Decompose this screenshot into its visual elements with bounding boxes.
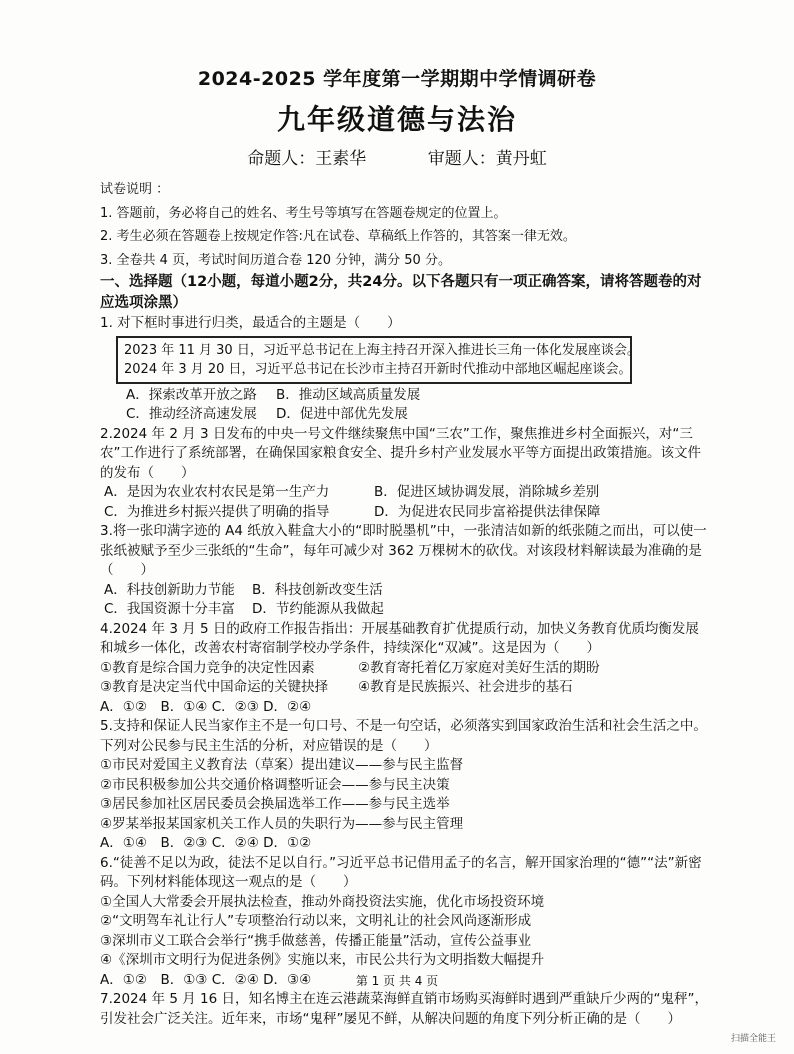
question-6-item: ①全国人大常委会开展执法检查，推动外商投资法实施，优化市场投资环境 (100, 893, 545, 910)
item-2: ②教育寄托着亿万家庭对美好生活的期盼 (358, 659, 600, 676)
page-footer: 第 1 页 共 4 页 (355, 974, 439, 988)
option-c: C．为推进乡村振兴提供了明确的指导 (104, 503, 330, 520)
instruction-item: 1. 答题前，务必将自己的姓名、考生号等填写在答题卷规定的位置上。 (100, 205, 507, 221)
option-d: D．为促进农民同步富裕提供法律保障 (374, 503, 601, 520)
option-c: C．我国资源十分丰富 (104, 601, 235, 617)
exam-content (100, 180, 710, 1029)
question-6-item: ②“文明驾车礼让行人”专项整治行动以来，文明礼让的社会风尚逐渐形成 (100, 913, 532, 929)
scanner-watermark: 扫描全能王 (730, 1034, 776, 1044)
question-5-item: ④罗某举报某国家机关工作人员的失职行为——参与民主管理 (100, 815, 464, 832)
question-2-options-row (100, 483, 710, 503)
question-4-items-row (100, 678, 710, 698)
option-b: B．科技创新改变生活 (252, 581, 383, 598)
question-7-stem: 7.2024 年 5 月 16 日，知名博主在连云港蔬菜海鲜直销市场购买海鲜时遇到严重缺斤少两的“鬼秤”，引发社会广泛关注。近年来，市场“鬼秤”屡见不鲜，从解决问题的角度下列分析正确的是（ ） (100, 991, 708, 1027)
question-1-options-row (100, 405, 710, 425)
instructions-heading: 试卷说明 ： (100, 182, 170, 197)
subject-title: 九年级道德与法治 (276, 103, 517, 136)
option-a: A．探索改革开放之路 (126, 386, 257, 403)
option-a: A．科技创新助力节能 (104, 581, 235, 598)
question-1-stem: 1. 对下框时事进行归类，最适合的主题是（ ） (100, 315, 401, 331)
item-4: ④教育是民族振兴、社会进步的基石 (358, 679, 573, 695)
question-1-box (116, 336, 640, 384)
question-3-options-row (100, 600, 710, 620)
question-3-options-row (100, 581, 710, 601)
question-5-item: ①市民对爱国主义教育法（草案）提出建议——参与民主监督 (100, 757, 464, 773)
option-c: C．推动经济高速发展 (126, 406, 257, 422)
question-2-stem: 2.2024 年 2 月 3 日发布的中央一号文件继续聚焦中国“三农”工作，聚焦推进乡村全面振兴，对“三农”工作进行了系统部署，在确保国家粮食安全、提升乡村产业发展水平等方面提出政策措施。该文件的发布（ ） (100, 425, 701, 481)
option-b: B．促进区域协调发展，消除城乡差别 (374, 484, 600, 500)
author: 命题人：王素华 (247, 149, 367, 169)
question-4-items-row (100, 659, 710, 679)
question-2-options-row (100, 503, 710, 523)
option-b: B．推动区域高质量发展 (276, 386, 421, 403)
question-6-stem: 6.“徒善不足以为政，徒法不足以自行。”习近平总书记借用孟子的名言，解开国家治理的“德”“法”新密码。下列材料能体现这一观点的是（ ） (100, 854, 702, 890)
question-5-stem: 5.支持和保证人民当家作主不是一句口号、不是一句空话，必须落实到国家政治生活和社会生活之中。下列对公民参与民主生活的分析，对应错误的是（ ） (100, 718, 707, 754)
question-3-stem: 3.将一张印满字迹的 A4 纸放入鞋盒大小的“即时脱墨机”中，一张清洁如新的纸张随之而出，可以使一张纸被赋予至少三张纸的“生命”，每年可减少对 362 万棵树木的砍伐。对该段材料解读最为准确的是（ ） (100, 523, 707, 578)
option-a: A．是因为农业农村农民是第一生产力 (104, 484, 330, 500)
instruction-item: 2. 考生必须在答题卷上按规定作答:凡在试卷、草稿纸上作答的，其答案一律无效。 (100, 229, 576, 244)
exam-title: 2024-2025 学年度第一学期期中学情调研卷 (197, 68, 597, 90)
question-4-answers: A．①② B．①④ C．②③ D．②④ (100, 698, 312, 715)
question-5-answers: A．①④ B．②③ C．②④ D．①② (100, 835, 312, 851)
question-4-stem: 4.2024 年 3 月 5 日的政府工作报告指出：开展基础教育扩优提质行动，加快义务教育优质均衡发展和城乡一体化，改善农村寄宿制学校办学条件，持续深化“双减”。这是因为（ ） (100, 620, 699, 656)
question-1-options-row (100, 386, 710, 406)
option-d: D．促进中部优先发展 (276, 406, 408, 422)
section-heading: 一、选择题（12小题，每道小题2分，共24分。以下各题只有一项正确答案，请将答题卷的对应选项涂黑） (100, 274, 702, 311)
authors-line (0, 144, 794, 169)
question-6-item: ④《深圳市文明行为促进条例》实施以来，市民公共行为文明指数大幅提升 (100, 952, 545, 968)
question-5-item: ②市民积极参加公共交通价格调整听证会——参与民主决策 (100, 776, 450, 793)
box-line: 2024 年 3 月 20 日，习近平总书记在长沙市主持召开新时代推动中部地区崛起座谈会。 (124, 361, 632, 377)
question-6-answers: A．①② B．①③ C．②④ D．③④ (100, 971, 312, 988)
item-3: ③教育是决定当代中国命运的关键抉择 (100, 679, 329, 695)
question-5-item: ③居民参加社区居民委员会换届选举工作——参与民主选举 (100, 796, 450, 812)
box-line: 2023 年 11 月 30 日，习近平总书记在上海主持召开深入推进长三角一体化发展座谈会。 (124, 342, 640, 358)
question-6-item: ③深圳市义工联合会举行“携手做慈善，传播正能量”活动，宣传公益事业 (100, 932, 532, 949)
item-1: ①教育是综合国力竞争的决定性因素 (100, 659, 315, 676)
reviewer: 审题人：黄丹虹 (427, 149, 547, 169)
option-d: D．节约能源从我做起 (252, 601, 384, 617)
instruction-item: 3. 全卷共 4 页，考试时间历道合卷 120 分钟，满分 50 分。 (100, 252, 451, 268)
